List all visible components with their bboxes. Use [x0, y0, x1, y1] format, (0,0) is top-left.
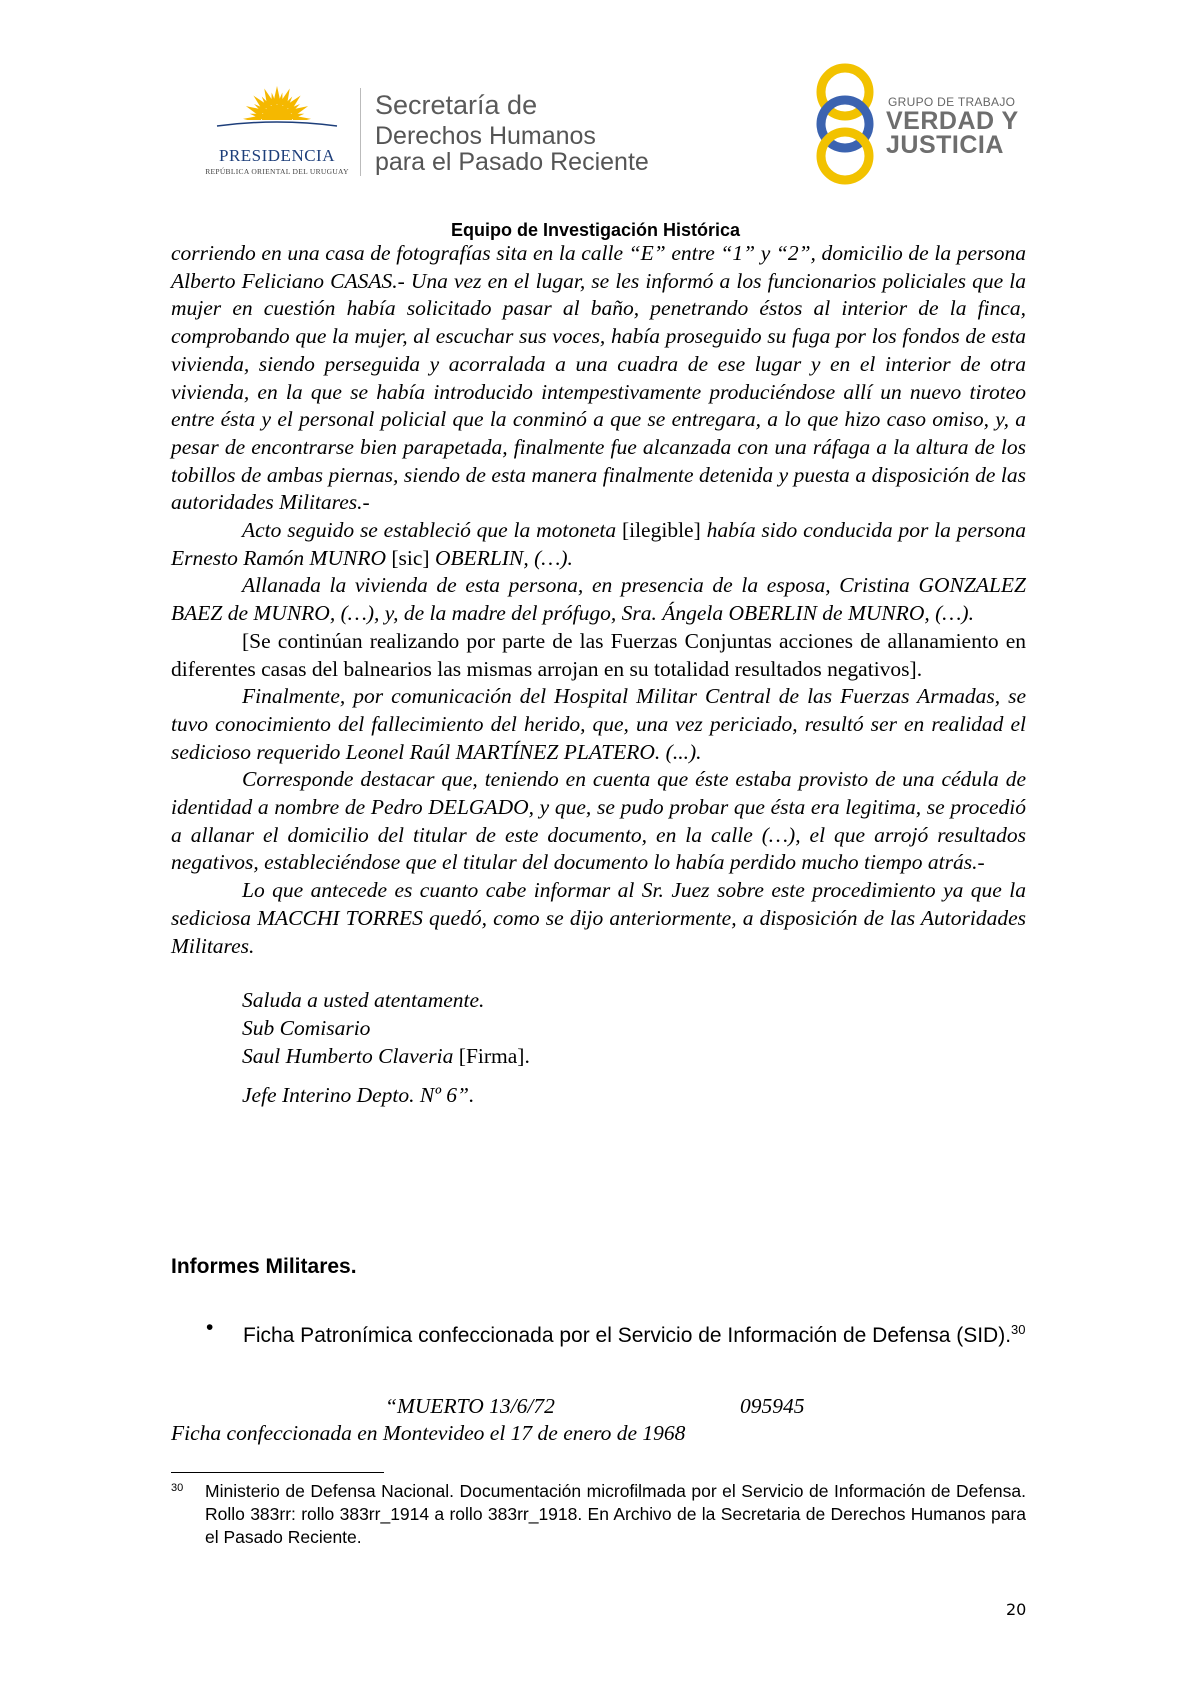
- paragraph-5: Finalmente, por comunicación del Hospital Militar Central de las Fuerzas Armadas, se tuvo conocimiento del fallecimiento del herido, que, una vez periciado, resultó ser en realidad el sedicioso requerido Leonel Raúl MARTÍNEZ PLATERO. (...).: [171, 684, 1026, 764]
- presidencia-subtitle: REPÚBLICA ORIENTAL DEL URUGUAY: [205, 167, 349, 176]
- grupo-trabajo-label: GRUPO DE TRABAJO: [888, 95, 1016, 109]
- paragraph-1: corriendo en una casa de fotografías sita en la calle “E” entre “1” y “2”, domicilio de la persona Alberto Feliciano CASAS.- Una vez en el lugar, se les informó a los funcionarios policiales que la mujer en cuestión había solicitado pasar al baño, penetrando éstos al interior de la finca, comprobando que la mujer, al escuchar sus voces, había proseguido su fuga por los fondos de esta vivienda, siendo perseguida y acorralada a una cuadra de ese lugar y en el interior de otra vivienda, en la que se había introducido intempestivamente produciéndose allí un nuevo tiroteo entre ésta y el personal policial que la conminó a que se entregara, a lo que hizo caso omiso, y, a pesar de encontrarse bien parapetada, finalmente fue alcanzada con una ráfaga a la altura de los tobillos de ambas piernas, siendo de esta manera finalmente detenida y puesta a disposición de las autoridades Militares.-: [171, 241, 1026, 515]
- sic-note: [sic]: [391, 545, 430, 570]
- verdad-justicia-rings-logo: [810, 62, 880, 186]
- footnote-text: Ministerio de Defensa Nacional. Documentación microfilmada por el Servicio de Información de Defensa. Rollo 383rr: rollo 383rr_1914 a rollo 383rr_1918. En Archivo de la Secretaria de Derechos Humanos para el Pasado Reciente.: [205, 1481, 1026, 1547]
- secretaria-line-2: Derechos Humanos: [375, 122, 596, 150]
- header-divider: [360, 88, 361, 176]
- bullet-item: [243, 1316, 1026, 1350]
- document-body: [171, 240, 1026, 1110]
- verdad-label: VERDAD Y: [886, 107, 1019, 135]
- signature-greeting: Saluda a usted atentamente.: [242, 988, 485, 1013]
- signature-title: Jefe Interino Depto. Nº 6”.: [242, 1083, 475, 1108]
- paragraph-4: [Se continúan realizando por parte de las Fuerzas Conjuntas acciones de allanamiento en diferentes casas del balnearios las mismas arrojan en su totalidad resultados negativos].: [171, 628, 1026, 681]
- signature-rank: Sub Comisario: [242, 1015, 371, 1040]
- footnote-separator: [171, 1472, 384, 1473]
- secretaria-line-3: para el Pasado Reciente: [375, 148, 649, 176]
- page-number: 20: [1006, 1600, 1027, 1619]
- ficha-number: 095945: [740, 1394, 805, 1418]
- bullet-item-text: Ficha Patronímica confeccionada por el Servicio de Información de Defensa (SID).: [243, 1324, 1012, 1347]
- section-heading: Informes Militares.: [171, 1255, 357, 1278]
- presidencia-name: PRESIDENCIA: [218, 146, 335, 165]
- team-title: Equipo de Investigación Histórica: [450, 220, 741, 240]
- signature-name-text: Saul Humberto Claveria: [242, 1043, 459, 1068]
- signature-firma-note: [Firma].: [458, 1043, 530, 1068]
- secretaria-line-1: Secretaría de: [375, 90, 538, 120]
- paragraph-2-part-c: había sido conducida por la persona Ernesto Ramón MUNRO: [171, 518, 1026, 570]
- paragraph-2-part-e: OBERLIN, (…).: [429, 545, 573, 570]
- footnote-number: 30: [171, 1482, 184, 1494]
- ficha-origin: Ficha confeccionada en Montevideo el 17 de enero de 1968: [171, 1421, 686, 1445]
- paragraph-7: Lo que antecede es cuanto cabe informar al Sr. Juez sobre este procedimiento ya que la sediciosa MACCHI TORRES quedó, como se dijo anteriormente, a disposición de las Autoridades Militares.: [171, 878, 1026, 958]
- paragraph-3: Allanada la vivienda de esta persona, en presencia de la esposa, Cristina GONZALEZ BAEZ de MUNRO, (…), y, de la madre del prófugo, Sra. Ángela OBERLIN de MUNRO, (…).: [171, 573, 1026, 626]
- paragraph-2: [171, 517, 1026, 572]
- illegible-note: [ilegible]: [621, 518, 701, 543]
- paragraph-6: Corresponde destacar que, teniendo en cuenta que éste estaba provisto de una cédula de identidad a nombre de Pedro DELGADO, y que, se pudo probar que ésta era legitima, se procedió a allanar el domicilio del titular de este documento, en la calle (…), el que arrojó resultados negativos, estableciéndose que el titular del documento lo había perdido mucho tiempo atrás.-: [171, 767, 1026, 875]
- footnote-ref: 30: [1011, 1322, 1026, 1337]
- bullet-marker: •: [206, 1316, 214, 1339]
- signature-name: [242, 1043, 1026, 1071]
- paragraph-2-part-a: Acto seguido se estableció que la motoneta: [242, 518, 622, 543]
- justicia-label: JUSTICIA: [886, 131, 1004, 159]
- spacer: [171, 960, 1026, 987]
- ficha-status: “MUERTO 13/6/72: [385, 1394, 555, 1418]
